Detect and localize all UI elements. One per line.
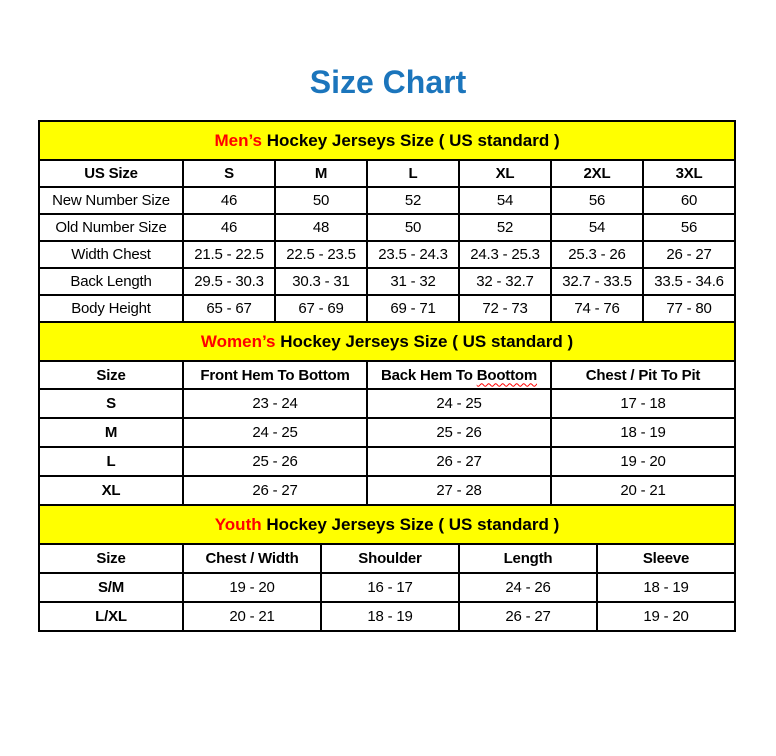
size-value: 26 - 27 bbox=[367, 447, 551, 476]
youth-size-table bbox=[38, 504, 736, 632]
size-chart-page bbox=[0, 64, 776, 632]
banner-highlight: Men’s bbox=[214, 130, 262, 150]
size-value: 19 - 20 bbox=[183, 573, 321, 602]
column-header: Length bbox=[459, 544, 597, 573]
header-text: Back Hem To bbox=[381, 366, 473, 384]
size-value: 23 - 24 bbox=[183, 389, 367, 418]
column-header bbox=[551, 361, 735, 389]
size-value: 23.5 - 24.3 bbox=[367, 241, 459, 268]
womens-banner-row bbox=[39, 322, 735, 361]
size-value: 24.3 - 25.3 bbox=[459, 241, 551, 268]
size-value: 19 - 20 bbox=[551, 447, 735, 476]
size-value: 50 bbox=[367, 214, 459, 241]
size-value: 52 bbox=[459, 214, 551, 241]
table-row bbox=[39, 268, 735, 295]
size-value: 24 - 26 bbox=[459, 573, 597, 602]
column-header: M bbox=[275, 160, 367, 187]
mens-header-row bbox=[39, 160, 735, 187]
youth-header-row bbox=[39, 544, 735, 573]
table-row bbox=[39, 573, 735, 602]
size-value: 56 bbox=[551, 187, 643, 214]
column-header: S bbox=[183, 160, 275, 187]
column-header: Sleeve bbox=[597, 544, 735, 573]
column-header: XL bbox=[459, 160, 551, 187]
column-header: 2XL bbox=[551, 160, 643, 187]
size-value: 27 - 28 bbox=[367, 476, 551, 505]
table-row bbox=[39, 241, 735, 268]
size-value: 20 - 21 bbox=[551, 476, 735, 505]
size-value: 33.5 - 34.6 bbox=[643, 268, 735, 295]
size-value: 54 bbox=[551, 214, 643, 241]
header-text: Chest / Pit To Pit bbox=[585, 366, 701, 384]
size-value: 65 - 67 bbox=[183, 295, 275, 322]
misspelled-word: Boottom bbox=[476, 366, 537, 384]
column-header bbox=[367, 361, 551, 389]
table-row bbox=[39, 295, 735, 322]
column-header: US Size bbox=[39, 160, 183, 187]
table-row bbox=[39, 418, 735, 447]
mens-size-table bbox=[38, 120, 736, 323]
row-label: New Number Size bbox=[39, 187, 183, 214]
banner-text: Hockey Jerseys Size ( US standard ) bbox=[262, 130, 560, 150]
size-value: 30.3 - 31 bbox=[275, 268, 367, 295]
column-header bbox=[39, 361, 183, 389]
womens-table-banner bbox=[39, 322, 735, 361]
size-value: 20 - 21 bbox=[183, 602, 321, 631]
header-text: Size bbox=[96, 366, 126, 384]
size-value: 60 bbox=[643, 187, 735, 214]
size-value: 24 - 25 bbox=[183, 418, 367, 447]
size-value: 32.7 - 33.5 bbox=[551, 268, 643, 295]
table-row bbox=[39, 476, 735, 505]
size-value: 52 bbox=[367, 187, 459, 214]
size-value: 72 - 73 bbox=[459, 295, 551, 322]
row-label: L/XL bbox=[39, 602, 183, 631]
table-row bbox=[39, 214, 735, 241]
womens-header-row bbox=[39, 361, 735, 389]
row-label: Back Length bbox=[39, 268, 183, 295]
size-value: 26 - 27 bbox=[643, 241, 735, 268]
mens-banner-row bbox=[39, 121, 735, 160]
table-row bbox=[39, 447, 735, 476]
size-value: 25 - 26 bbox=[183, 447, 367, 476]
column-header: L bbox=[367, 160, 459, 187]
womens-size-table bbox=[38, 321, 736, 506]
size-value: 56 bbox=[643, 214, 735, 241]
header-text: Front Hem To Bottom bbox=[200, 366, 350, 384]
column-header: Size bbox=[39, 544, 183, 573]
youth-table-banner bbox=[39, 505, 735, 544]
size-value: 29.5 - 30.3 bbox=[183, 268, 275, 295]
table-row bbox=[39, 187, 735, 214]
size-value: 31 - 32 bbox=[367, 268, 459, 295]
mens-table-banner bbox=[39, 121, 735, 160]
banner-highlight: Women’s bbox=[200, 331, 276, 351]
size-tables bbox=[38, 120, 734, 632]
size-value: 46 bbox=[183, 214, 275, 241]
size-value: 26 - 27 bbox=[183, 476, 367, 505]
size-value: 54 bbox=[459, 187, 551, 214]
column-header: 3XL bbox=[643, 160, 735, 187]
size-value: 24 - 25 bbox=[367, 389, 551, 418]
row-label: Body Height bbox=[39, 295, 183, 322]
size-value: 74 - 76 bbox=[551, 295, 643, 322]
row-label: XL bbox=[39, 476, 183, 505]
column-header bbox=[183, 361, 367, 389]
banner-highlight: Youth bbox=[214, 514, 262, 534]
table-row bbox=[39, 602, 735, 631]
size-value: 77 - 80 bbox=[643, 295, 735, 322]
size-value: 32 - 32.7 bbox=[459, 268, 551, 295]
size-value: 18 - 19 bbox=[551, 418, 735, 447]
column-header: Chest / Width bbox=[183, 544, 321, 573]
size-value: 17 - 18 bbox=[551, 389, 735, 418]
size-value: 25 - 26 bbox=[367, 418, 551, 447]
size-value: 19 - 20 bbox=[597, 602, 735, 631]
table-row bbox=[39, 389, 735, 418]
size-value: 50 bbox=[275, 187, 367, 214]
size-value: 46 bbox=[183, 187, 275, 214]
banner-text: Hockey Jerseys Size ( US standard ) bbox=[275, 331, 574, 351]
size-value: 26 - 27 bbox=[459, 602, 597, 631]
youth-banner-row bbox=[39, 505, 735, 544]
size-value: 48 bbox=[275, 214, 367, 241]
size-value: 21.5 - 22.5 bbox=[183, 241, 275, 268]
row-label: L bbox=[39, 447, 183, 476]
row-label: S bbox=[39, 389, 183, 418]
size-value: 22.5 - 23.5 bbox=[275, 241, 367, 268]
size-value: 18 - 19 bbox=[597, 573, 735, 602]
size-value: 18 - 19 bbox=[321, 602, 459, 631]
column-header: Shoulder bbox=[321, 544, 459, 573]
row-label: S/M bbox=[39, 573, 183, 602]
row-label: Old Number Size bbox=[39, 214, 183, 241]
size-value: 25.3 - 26 bbox=[551, 241, 643, 268]
row-label: M bbox=[39, 418, 183, 447]
size-value: 16 - 17 bbox=[321, 573, 459, 602]
banner-text: Hockey Jerseys Size ( US standard ) bbox=[261, 514, 560, 534]
size-value: 67 - 69 bbox=[275, 295, 367, 322]
page-title: Size Chart bbox=[309, 64, 467, 100]
size-value: 69 - 71 bbox=[367, 295, 459, 322]
row-label: Width Chest bbox=[39, 241, 183, 268]
